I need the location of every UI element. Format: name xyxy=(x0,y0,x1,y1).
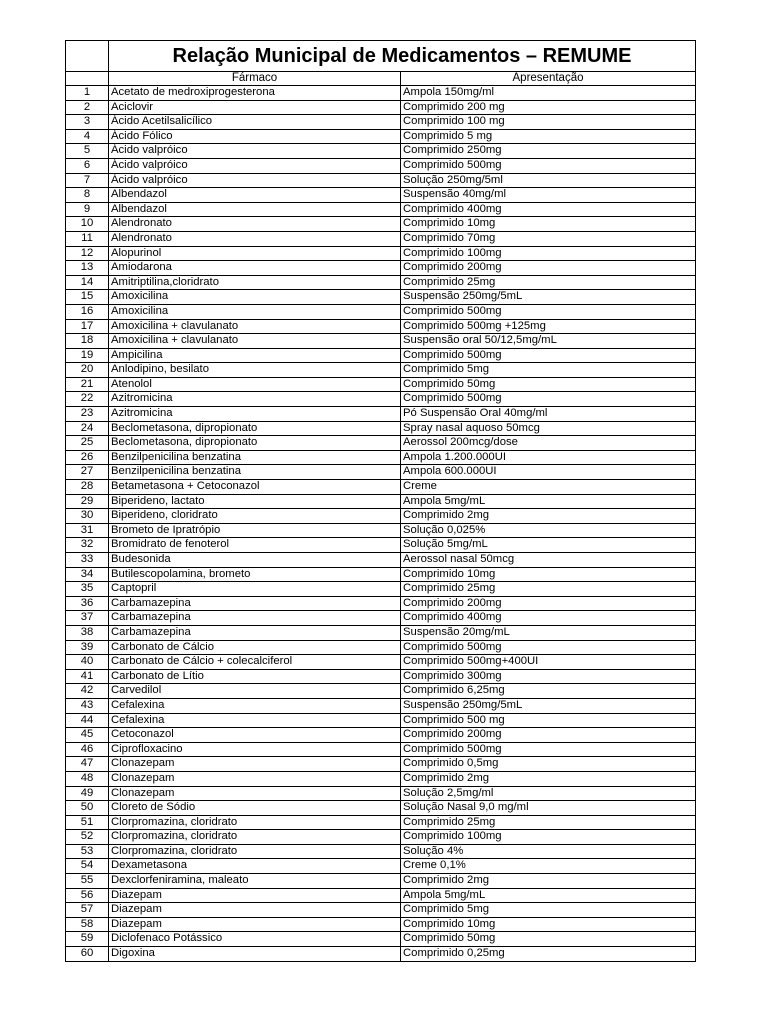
row-number: 51 xyxy=(66,815,109,830)
row-number: 19 xyxy=(66,348,109,363)
drug-name: Amoxicilina + clavulanato xyxy=(109,334,401,349)
drug-presentation: Pó Suspensão Oral 40mg/ml xyxy=(401,407,696,422)
drug-name: Betametasona + Cetoconazol xyxy=(109,480,401,495)
row-number: 57 xyxy=(66,903,109,918)
table-row xyxy=(66,903,696,918)
drug-name: Ciprofloxacino xyxy=(109,742,401,757)
row-number: 30 xyxy=(66,509,109,524)
row-number: 42 xyxy=(66,684,109,699)
drug-presentation: Comprimido 500mg xyxy=(401,348,696,363)
drug-presentation: Comprimido 25mg xyxy=(401,582,696,597)
row-number: 58 xyxy=(66,917,109,932)
drug-name: Diclofenaco Potássico xyxy=(109,932,401,947)
table-row xyxy=(66,231,696,246)
row-number: 6 xyxy=(66,158,109,173)
drug-presentation: Comprimido 6,25mg xyxy=(401,684,696,699)
row-number: 29 xyxy=(66,494,109,509)
table-row xyxy=(66,290,696,305)
table-row xyxy=(66,917,696,932)
row-number: 2 xyxy=(66,100,109,115)
table-row xyxy=(66,319,696,334)
row-number: 16 xyxy=(66,304,109,319)
table-row xyxy=(66,786,696,801)
table-row xyxy=(66,625,696,640)
table-row xyxy=(66,436,696,451)
drug-presentation: Ampola 5mg/mL xyxy=(401,888,696,903)
table-row xyxy=(66,261,696,276)
drug-presentation: Suspensão 250mg/5mL xyxy=(401,290,696,305)
table-row xyxy=(66,582,696,597)
drug-name: Beclometasona, dipropionato xyxy=(109,421,401,436)
drug-name: Azitromicina xyxy=(109,407,401,422)
row-number: 12 xyxy=(66,246,109,261)
drug-presentation: Comprimido 400mg xyxy=(401,202,696,217)
drug-name: Ácido valpróico xyxy=(109,144,401,159)
drug-name: Clorpromazina, cloridrato xyxy=(109,844,401,859)
drug-name: Clorpromazina, cloridrato xyxy=(109,815,401,830)
table-row xyxy=(66,859,696,874)
drug-presentation: Comprimido 10mg xyxy=(401,917,696,932)
drug-presentation: Comprimido 200mg xyxy=(401,261,696,276)
row-number: 1 xyxy=(66,86,109,101)
drug-name: Cetoconazol xyxy=(109,728,401,743)
drug-name: Amitriptilina,cloridrato xyxy=(109,275,401,290)
table-row xyxy=(66,844,696,859)
drug-presentation: Comprimido 500mg xyxy=(401,742,696,757)
row-number: 9 xyxy=(66,202,109,217)
table-row xyxy=(66,129,696,144)
drug-name: Carbonato de Cálcio + colecalciferol xyxy=(109,655,401,670)
drug-name: Clonazepam xyxy=(109,757,401,772)
row-number: 44 xyxy=(66,713,109,728)
drug-presentation: Creme xyxy=(401,480,696,495)
table-row xyxy=(66,728,696,743)
drug-name: Digoxina xyxy=(109,947,401,962)
row-number: 22 xyxy=(66,392,109,407)
drug-name: Ácido valpróico xyxy=(109,158,401,173)
drug-name: Carbamazepina xyxy=(109,611,401,626)
row-number: 56 xyxy=(66,888,109,903)
drug-presentation: Comprimido 2mg xyxy=(401,771,696,786)
table-row xyxy=(66,246,696,261)
drug-name: Ácido valpróico xyxy=(109,173,401,188)
row-number: 33 xyxy=(66,553,109,568)
drug-name: Amoxicilina xyxy=(109,290,401,305)
drug-presentation: Comprimido 250mg xyxy=(401,144,696,159)
drug-name: Clonazepam xyxy=(109,786,401,801)
table-row xyxy=(66,392,696,407)
drug-presentation: Comprimido 25mg xyxy=(401,275,696,290)
drug-name: Ácido Fólico xyxy=(109,129,401,144)
medication-table xyxy=(65,40,696,962)
drug-name: Cloreto de Sódio xyxy=(109,801,401,816)
drug-name: Aciclovir xyxy=(109,100,401,115)
row-number: 25 xyxy=(66,436,109,451)
drug-presentation: Comprimido 25mg xyxy=(401,815,696,830)
drug-presentation: Comprimido 500mg+400UI xyxy=(401,655,696,670)
drug-presentation: Comprimido 500 mg xyxy=(401,713,696,728)
table-row xyxy=(66,801,696,816)
table-row xyxy=(66,348,696,363)
drug-presentation: Comprimido 400mg xyxy=(401,611,696,626)
drug-name: Carvedilol xyxy=(109,684,401,699)
drug-name: Carbonato de Cálcio xyxy=(109,640,401,655)
table-row xyxy=(66,100,696,115)
table-row xyxy=(66,640,696,655)
row-number: 27 xyxy=(66,465,109,480)
table-row xyxy=(66,655,696,670)
row-number: 41 xyxy=(66,669,109,684)
title-row xyxy=(66,41,696,72)
drug-name: Brometo de Ipratrópio xyxy=(109,523,401,538)
drug-presentation: Solução 4% xyxy=(401,844,696,859)
row-number: 35 xyxy=(66,582,109,597)
drug-name: Bromidrato de fenoterol xyxy=(109,538,401,553)
table-row xyxy=(66,363,696,378)
drug-name: Ácido Acetilsalicílico xyxy=(109,115,401,130)
table-row xyxy=(66,771,696,786)
row-number: 17 xyxy=(66,319,109,334)
drug-presentation: Suspensão 250mg/5mL xyxy=(401,698,696,713)
table-row xyxy=(66,450,696,465)
drug-presentation: Comprimido 300mg xyxy=(401,669,696,684)
drug-name: Carbonato de Lítio xyxy=(109,669,401,684)
row-number: 37 xyxy=(66,611,109,626)
drug-name: Cefalexina xyxy=(109,713,401,728)
drug-name: Dexametasona xyxy=(109,859,401,874)
drug-name: Amoxicilina xyxy=(109,304,401,319)
row-number: 59 xyxy=(66,932,109,947)
table-row xyxy=(66,713,696,728)
drug-presentation: Comprimido 50mg xyxy=(401,932,696,947)
drug-name: Albendazol xyxy=(109,202,401,217)
table-row xyxy=(66,115,696,130)
drug-presentation: Ampola 5mg/mL xyxy=(401,494,696,509)
table-row xyxy=(66,611,696,626)
table-row xyxy=(66,947,696,962)
drug-name: Beclometasona, dipropionato xyxy=(109,436,401,451)
table-row xyxy=(66,407,696,422)
row-number: 18 xyxy=(66,334,109,349)
row-number: 3 xyxy=(66,115,109,130)
table-row xyxy=(66,304,696,319)
drug-name: Alopurinol xyxy=(109,246,401,261)
table-row xyxy=(66,275,696,290)
drug-presentation: Comprimido 100 mg xyxy=(401,115,696,130)
row-number: 8 xyxy=(66,188,109,203)
drug-presentation: Spray nasal aquoso 50mcg xyxy=(401,421,696,436)
row-number: 13 xyxy=(66,261,109,276)
row-number: 32 xyxy=(66,538,109,553)
drug-presentation: Comprimido 5 mg xyxy=(401,129,696,144)
drug-name: Clonazepam xyxy=(109,771,401,786)
drug-presentation: Comprimido 500mg xyxy=(401,392,696,407)
drug-name: Clorpromazina, cloridrato xyxy=(109,830,401,845)
row-number: 31 xyxy=(66,523,109,538)
table-row xyxy=(66,757,696,772)
drug-name: Alendronato xyxy=(109,217,401,232)
row-number: 49 xyxy=(66,786,109,801)
table-row xyxy=(66,698,696,713)
table-row xyxy=(66,334,696,349)
drug-name: Amiodarona xyxy=(109,261,401,276)
drug-name: Captopril xyxy=(109,582,401,597)
header-presentation: Apresentação xyxy=(401,72,696,86)
row-number: 55 xyxy=(66,874,109,889)
drug-name: Amoxicilina + clavulanato xyxy=(109,319,401,334)
table-body xyxy=(66,86,696,962)
drug-presentation: Comprimido 500mg xyxy=(401,640,696,655)
row-number: 11 xyxy=(66,231,109,246)
drug-name: Diazepam xyxy=(109,888,401,903)
row-number: 43 xyxy=(66,698,109,713)
drug-name: Azitromicina xyxy=(109,392,401,407)
row-number: 54 xyxy=(66,859,109,874)
row-number: 23 xyxy=(66,407,109,422)
table-row xyxy=(66,830,696,845)
row-number: 38 xyxy=(66,625,109,640)
table-row xyxy=(66,553,696,568)
drug-presentation: Comprimido 2mg xyxy=(401,509,696,524)
drug-name: Benzilpenicilina benzatina xyxy=(109,450,401,465)
drug-presentation: Comprimido 50mg xyxy=(401,377,696,392)
row-number: 5 xyxy=(66,144,109,159)
drug-presentation: Comprimido 5mg xyxy=(401,903,696,918)
title-blank-cell xyxy=(66,41,109,72)
document-title: Relação Municipal de Medicamentos – REMUME xyxy=(109,41,696,72)
table-row xyxy=(66,509,696,524)
drug-presentation: Solução 0,025% xyxy=(401,523,696,538)
row-number: 40 xyxy=(66,655,109,670)
drug-presentation: Suspensão 20mg/mL xyxy=(401,625,696,640)
table-row xyxy=(66,202,696,217)
table-row xyxy=(66,480,696,495)
table-row xyxy=(66,217,696,232)
column-header-row xyxy=(66,72,696,86)
drug-presentation: Comprimido 10mg xyxy=(401,567,696,582)
table-row xyxy=(66,188,696,203)
drug-name: Acetato de medroxiprogesterona xyxy=(109,86,401,101)
drug-name: Carbamazepina xyxy=(109,625,401,640)
drug-presentation: Comprimido 500mg xyxy=(401,304,696,319)
drug-presentation: Ampola 150mg/ml xyxy=(401,86,696,101)
row-number: 7 xyxy=(66,173,109,188)
row-number: 36 xyxy=(66,596,109,611)
drug-name: Biperideno, lactato xyxy=(109,494,401,509)
table-row xyxy=(66,86,696,101)
table-row xyxy=(66,596,696,611)
row-number: 14 xyxy=(66,275,109,290)
header-number xyxy=(66,72,109,86)
drug-name: Budesonida xyxy=(109,553,401,568)
row-number: 4 xyxy=(66,129,109,144)
row-number: 60 xyxy=(66,947,109,962)
row-number: 52 xyxy=(66,830,109,845)
drug-name: Carbamazepina xyxy=(109,596,401,611)
table-row xyxy=(66,669,696,684)
drug-presentation: Comprimido 200mg xyxy=(401,728,696,743)
drug-presentation: Comprimido 5mg xyxy=(401,363,696,378)
drug-presentation: Suspensão oral 50/12,5mg/mL xyxy=(401,334,696,349)
table-row xyxy=(66,538,696,553)
row-number: 24 xyxy=(66,421,109,436)
drug-presentation: Comprimido 0,25mg xyxy=(401,947,696,962)
drug-presentation: Aerossol nasal 50mcg xyxy=(401,553,696,568)
row-number: 20 xyxy=(66,363,109,378)
drug-name: Cefalexina xyxy=(109,698,401,713)
row-number: 28 xyxy=(66,480,109,495)
row-number: 46 xyxy=(66,742,109,757)
table-row xyxy=(66,742,696,757)
table-row xyxy=(66,815,696,830)
drug-name: Biperideno, cloridrato xyxy=(109,509,401,524)
drug-presentation: Comprimido 70mg xyxy=(401,231,696,246)
drug-name: Ampicilina xyxy=(109,348,401,363)
table-row xyxy=(66,888,696,903)
table-row xyxy=(66,144,696,159)
row-number: 48 xyxy=(66,771,109,786)
drug-name: Butilescopolamina, brometo xyxy=(109,567,401,582)
row-number: 26 xyxy=(66,450,109,465)
drug-name: Albendazol xyxy=(109,188,401,203)
drug-presentation: Creme 0,1% xyxy=(401,859,696,874)
drug-name: Benzilpenicilina benzatina xyxy=(109,465,401,480)
table-row xyxy=(66,874,696,889)
table-row xyxy=(66,523,696,538)
drug-name: Alendronato xyxy=(109,231,401,246)
drug-presentation: Solução 250mg/5ml xyxy=(401,173,696,188)
drug-presentation: Ampola 600.000UI xyxy=(401,465,696,480)
row-number: 39 xyxy=(66,640,109,655)
drug-presentation: Comprimido 200mg xyxy=(401,596,696,611)
drug-presentation: Comprimido 500mg xyxy=(401,158,696,173)
row-number: 53 xyxy=(66,844,109,859)
table-row xyxy=(66,684,696,699)
drug-presentation: Comprimido 10mg xyxy=(401,217,696,232)
table-row xyxy=(66,158,696,173)
drug-presentation: Comprimido 200 mg xyxy=(401,100,696,115)
drug-name: Atenolol xyxy=(109,377,401,392)
drug-presentation: Comprimido 2mg xyxy=(401,874,696,889)
drug-presentation: Comprimido 500mg +125mg xyxy=(401,319,696,334)
drug-name: Dexclorfeniramina, maleato xyxy=(109,874,401,889)
drug-presentation: Aerossol 200mcg/dose xyxy=(401,436,696,451)
row-number: 47 xyxy=(66,757,109,772)
drug-presentation: Solução 2,5mg/ml xyxy=(401,786,696,801)
drug-presentation: Solução 5mg/mL xyxy=(401,538,696,553)
drug-presentation: Comprimido 100mg xyxy=(401,246,696,261)
drug-presentation: Comprimido 0,5mg xyxy=(401,757,696,772)
drug-presentation: Ampola 1.200.000UI xyxy=(401,450,696,465)
row-number: 45 xyxy=(66,728,109,743)
row-number: 21 xyxy=(66,377,109,392)
table-row xyxy=(66,494,696,509)
drug-name: Anlodipino, besilato xyxy=(109,363,401,378)
table-row xyxy=(66,377,696,392)
drug-presentation: Comprimido 100mg xyxy=(401,830,696,845)
drug-name: Diazepam xyxy=(109,917,401,932)
row-number: 50 xyxy=(66,801,109,816)
row-number: 10 xyxy=(66,217,109,232)
header-drug: Fármaco xyxy=(109,72,401,86)
drug-presentation: Suspensão 40mg/ml xyxy=(401,188,696,203)
table-row xyxy=(66,932,696,947)
drug-name: Diazepam xyxy=(109,903,401,918)
row-number: 34 xyxy=(66,567,109,582)
table-row xyxy=(66,173,696,188)
row-number: 15 xyxy=(66,290,109,305)
table-row xyxy=(66,567,696,582)
table-row xyxy=(66,465,696,480)
table-row xyxy=(66,421,696,436)
drug-presentation: Solução Nasal 9,0 mg/ml xyxy=(401,801,696,816)
